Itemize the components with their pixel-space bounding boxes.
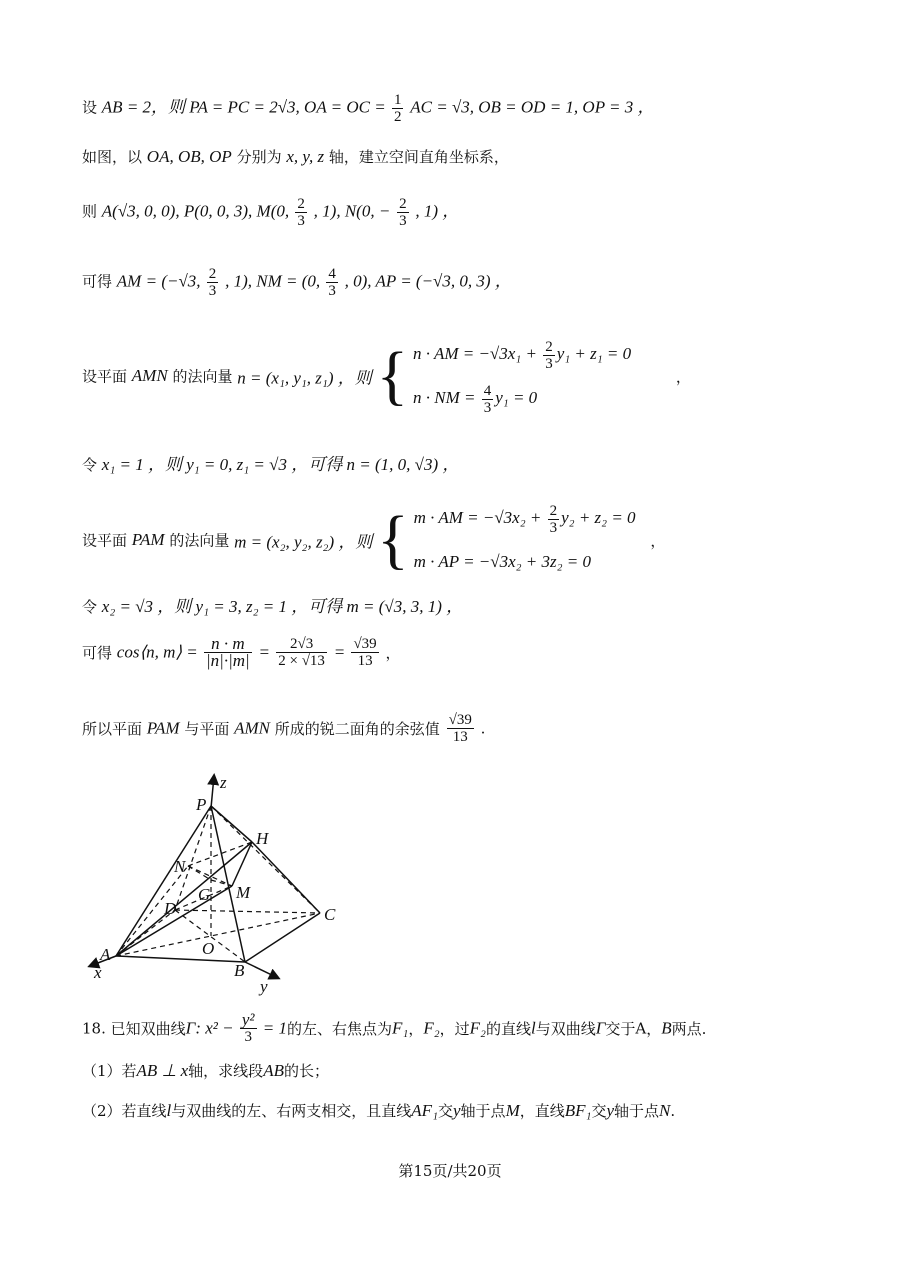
text: 的法向量: [172, 367, 233, 386]
text: 的长；: [283, 1062, 329, 1080]
text: 轴，求线段: [188, 1062, 264, 1080]
label-B: B: [234, 961, 245, 980]
text: 轴，建立空间直角坐标系，: [328, 148, 509, 166]
text: 已知双曲线: [110, 1020, 186, 1038]
math-expression: y₁ + z₁ = 0: [556, 344, 632, 363]
denominator: 2 × √13: [278, 653, 325, 669]
solution-line-7: [82, 496, 665, 584]
text: 所成的锐二面角的余弦值: [274, 720, 440, 738]
problem-18-stem: [82, 1012, 706, 1045]
equation-row: [413, 332, 631, 376]
text: 轴于点: [460, 1102, 506, 1120]
text: 则: [82, 202, 98, 221]
text: 与双曲线的左、右两支相交，且直线: [171, 1102, 412, 1120]
text: A: [635, 1019, 647, 1038]
math-expression: n · AM = −√3x₁ +: [413, 344, 542, 363]
math-expression: AB = 2，则 PA = PC = 2√3, OA = OC =: [101, 97, 390, 117]
math-expression: Γ: x² −: [185, 1018, 238, 1038]
denominator: 3: [208, 283, 217, 299]
text: ，: [408, 1020, 424, 1038]
denominator: 3: [549, 519, 558, 536]
denominator: 3: [297, 213, 305, 229]
solution-line-9: [82, 636, 400, 669]
text: 如图，以: [82, 148, 143, 166]
edge-PA: [116, 806, 211, 956]
text: 轴于点: [614, 1102, 660, 1120]
math-expression: m · AM = −√3x₂ +: [413, 508, 546, 527]
text: 可得: [82, 272, 113, 291]
math-expression: B: [661, 1018, 672, 1038]
text: 设平面: [82, 367, 128, 386]
equation-row: [413, 376, 631, 420]
text: 交: [437, 1102, 453, 1120]
math-expression: m · AP = −√3x₂ + 3z₂ = 0: [413, 552, 592, 571]
math-expression: x₂ = √3 ，则 y₁ = 3, z₂ = 1 ，可得 m = (√3, 3, 1) ，: [101, 597, 464, 616]
numerator: 1: [393, 92, 402, 108]
numerator: 2√3: [276, 636, 327, 653]
fraction: [482, 383, 494, 416]
fraction: [543, 339, 555, 372]
page-footer: [0, 1160, 900, 1181]
math-expression: AB: [263, 1061, 284, 1080]
math-expression: N: [659, 1101, 671, 1120]
text: .: [480, 719, 486, 738]
numerator: 2: [545, 338, 553, 355]
system-brace: {: [376, 339, 409, 412]
denominator: 3: [244, 1029, 252, 1045]
fraction: [326, 266, 338, 299]
denominator: 13: [452, 729, 468, 745]
solution-line-8: [82, 592, 463, 617]
fraction: [392, 92, 404, 125]
label-N: N: [174, 857, 186, 876]
label-C: C: [324, 905, 336, 924]
problem-18-part-2: [82, 1100, 675, 1121]
fraction: [351, 636, 378, 669]
edge-MH: [232, 842, 252, 886]
fraction: [447, 712, 474, 745]
solution-line-5: [82, 332, 691, 420]
math-expression: Γ: [595, 1018, 606, 1038]
problem-number: 18.: [82, 1019, 106, 1038]
text: ，直线: [519, 1102, 565, 1120]
math-expression: n = (x₁, y₁, z₁) ，则: [237, 368, 372, 388]
edge-AM: [116, 886, 232, 956]
math-expression: BF₁: [564, 1101, 592, 1120]
numerator: 2: [208, 266, 217, 282]
numerator: 4: [483, 382, 492, 399]
math-expression: , 1), N(0, −: [313, 201, 391, 221]
math-expression: y₁ = 0: [495, 388, 538, 407]
equation-row: [414, 496, 636, 540]
math-expression: =: [258, 642, 275, 662]
denominator: 3: [399, 213, 407, 229]
text: （2）若直线: [82, 1102, 167, 1120]
text: 令: [82, 456, 98, 474]
text: ，: [675, 367, 691, 386]
label-D: D: [164, 899, 177, 918]
fraction: [240, 1012, 257, 1045]
math-expression: m = (x₂, y₂, z₂) ，则: [234, 532, 373, 552]
denominator: 3: [483, 399, 492, 416]
edge-AB: [116, 956, 245, 962]
page-number: 第15页/共20页: [398, 1162, 502, 1180]
math-expression: l: [166, 1101, 172, 1120]
edge-PC: [211, 806, 320, 913]
system-brace: {: [377, 503, 409, 576]
text: 的直线: [485, 1020, 531, 1038]
text: 与双曲线: [535, 1020, 596, 1038]
fraction: [204, 636, 252, 669]
denominator: |n|·|m|: [205, 651, 250, 670]
math-expression: x, y, z: [286, 147, 325, 166]
math-expression: , 1) ，: [415, 201, 460, 221]
math-expression: F₂: [423, 1018, 440, 1038]
math-expression: , 1), NM = (0,: [225, 271, 325, 291]
text: 交于: [605, 1020, 636, 1038]
math-expression: n · NM =: [413, 388, 480, 407]
math-expression: = 1: [258, 1018, 287, 1038]
edge-AC: [116, 913, 320, 956]
numerator: n · m: [204, 636, 252, 653]
text: 设平面: [82, 531, 128, 550]
label-P: P: [196, 795, 207, 814]
label-G: G: [198, 885, 211, 904]
math-expression: , 0), AP = (−√3, 0, 3) ，: [344, 271, 512, 291]
problem-18-part-1: [82, 1060, 329, 1081]
pyramid-figure: [80, 768, 400, 998]
equation-system: [413, 332, 631, 420]
math-expression: y: [606, 1101, 614, 1120]
edge-DC: [175, 910, 320, 913]
text: 交: [591, 1102, 607, 1120]
text: ，: [385, 644, 401, 662]
fraction: [295, 196, 307, 229]
text: .: [670, 1102, 676, 1120]
solution-line-4: [82, 266, 512, 299]
text: 令: [82, 598, 98, 616]
label-M: M: [236, 883, 251, 902]
math-expression: y₂ + z₂ = 0: [561, 508, 636, 527]
edge-NG: [188, 866, 211, 880]
denominator: 3: [328, 283, 336, 299]
denominator: 2: [393, 109, 402, 125]
text: 可得: [82, 644, 113, 662]
math-expression: l: [530, 1018, 536, 1038]
solution-line-2: [82, 146, 509, 167]
math-expression: y: [453, 1101, 461, 1120]
math-expression: F₂: [469, 1018, 486, 1038]
math-expression: AB ⊥ x: [136, 1061, 189, 1080]
text: 分别为: [236, 148, 282, 166]
solution-line-1: [82, 92, 655, 125]
equation-system: [414, 496, 636, 584]
denominator: 13: [357, 653, 373, 669]
equation-row: [414, 540, 636, 584]
solution-line-10: [82, 712, 485, 745]
text: ，: [646, 1020, 662, 1038]
label-O: O: [202, 939, 215, 958]
math-expression: A(√3, 0, 0), P(0, 0, 3), M(0,: [101, 201, 294, 221]
math-expression: cos⟨n, m⟩ =: [116, 642, 202, 662]
label-H: H: [256, 829, 269, 848]
solution-line-3: [82, 196, 459, 229]
math-expression: AM = (−√3,: [116, 271, 205, 291]
label-A: A: [100, 945, 111, 964]
math-expression: AF₁: [411, 1101, 438, 1120]
y-axis: [245, 962, 278, 978]
edge-BC: [245, 913, 320, 962]
math-expression: PAM: [131, 530, 165, 549]
text: 两点.: [671, 1020, 707, 1038]
text: 所以平面: [82, 720, 143, 738]
math-expression: M: [505, 1101, 520, 1120]
math-expression: =: [333, 642, 350, 662]
text: 与平面: [184, 720, 230, 738]
fraction: [207, 266, 219, 299]
numerator: y²: [241, 1010, 255, 1029]
text: ，: [650, 531, 666, 550]
math-expression: PAM: [146, 718, 180, 738]
label-y: y: [260, 977, 268, 996]
math-expression: OA, OB, OP: [146, 147, 232, 166]
numerator: 2: [297, 196, 305, 212]
numerator: √39: [353, 636, 377, 652]
label-x: x: [94, 963, 102, 982]
numerator: 2: [399, 196, 407, 212]
math-expression: AC = √3, OB = OD = 1, OP = 3 ，: [410, 97, 655, 117]
numerator: 2: [549, 502, 558, 519]
text: 的左、右焦点为: [287, 1020, 393, 1038]
text: 设: [82, 98, 98, 117]
z-axis: [211, 776, 214, 808]
fraction: [397, 196, 409, 229]
fraction: [548, 503, 560, 536]
math-expression: x₁ = 1 ，则 y₁ = 0, z₁ = √3 ，可得 n = (1, 0, √3) ，: [101, 455, 460, 474]
numerator: √39: [448, 712, 472, 728]
text: （1）若: [82, 1062, 137, 1080]
fraction: [276, 636, 327, 669]
solution-line-6: [82, 450, 459, 475]
text: ，过: [439, 1020, 470, 1038]
math-expression: AMN: [234, 718, 271, 738]
numerator: 4: [328, 266, 336, 282]
math-expression: AMN: [131, 366, 168, 385]
math-expression: F₁: [392, 1018, 409, 1038]
denominator: 3: [545, 355, 553, 372]
text: 的法向量: [169, 531, 230, 550]
label-z: z: [220, 773, 227, 792]
